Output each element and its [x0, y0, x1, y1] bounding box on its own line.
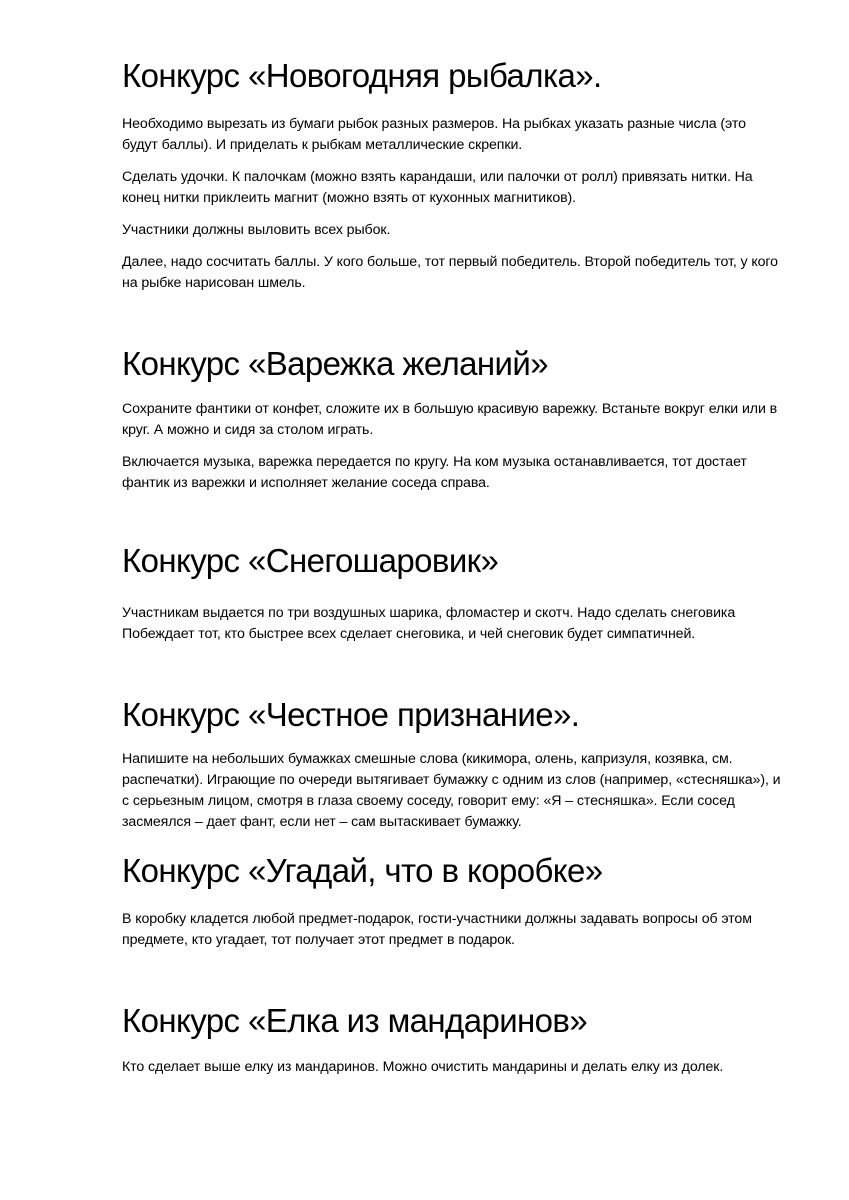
- paragraph: Необходимо вырезать из бумаги рыбок разных размеров. На рыбках указать разные числа (это будут баллы). И приделать к рыбкам металлические скрепки.: [122, 116, 746, 153]
- section-snegosharovik: [122, 541, 782, 645]
- section-title: Конкурс «Новогодняя рыбалка».: [122, 57, 602, 94]
- section-varezhka-zhelaniy: [122, 344, 782, 494]
- section-elka-iz-mandarinov: [122, 1001, 782, 1078]
- paragraph: Участники должны выловить всех рыбок.: [122, 222, 391, 238]
- paragraph: Напишите на небольших бумажках смешные слова (кикимора, олень, капризуля, козявка, см. распечатки). Играющие по очереди вытягивает бумажку с одним из слов (например, «стесняшка»), и с серьезным лицом, смотря в глаза своему соседу, говорит ему: «Я – стесняшка». Если сосед засмеялся – дает фант, если нет – сам вытаскивает бумажку.: [122, 751, 781, 830]
- paragraph: Побеждает тот, кто быстрее всех сделает снеговика, и чей снеговик будет симпатичней.: [122, 626, 696, 642]
- section-ugaday-chto-v-korobke: [122, 851, 782, 951]
- section-novogodnyaya-rybalka: [122, 56, 782, 294]
- section-title: Конкурс «Варежка желаний»: [122, 345, 548, 382]
- paragraph: Сделать удочки. К палочкам (можно взять карандаши, или палочки от ролл) привязать нитки. На конец нитки приклеить магнит (можно взять от кухонных магнитиков).: [122, 169, 753, 206]
- section-chestnoe-priznanie: [122, 695, 782, 833]
- paragraph: Далее, надо сосчитать баллы. У кого больше, тот первый победитель. Второй победитель тот, у кого на рыбке нарисован шмель.: [122, 254, 778, 291]
- section-title: Конкурс «Угадай, что в коробке»: [122, 852, 603, 889]
- paragraph: Включается музыка, варежка передается по кругу. На ком музыка останавливается, тот достает фантик из варежки и исполняет желание соседа справа.: [122, 454, 747, 491]
- section-title: Конкурс «Честное признание».: [122, 696, 580, 733]
- paragraph: Сохраните фантики от конфет, сложите их в большую красивую варежку. Встаньте вокруг елки или в круг. А можно и сидя за столом играть.: [122, 401, 778, 438]
- section-title: Конкурс «Снегошаровик»: [122, 542, 499, 579]
- paragraph: В коробку кладется любой предмет-подарок, гости-участники должны задавать вопросы об этом предмете, кто угадает, тот получает этот предмет в подарок.: [122, 911, 752, 948]
- paragraph: Участникам выдается по три воздушных шарика, фломастер и скотч. Надо сделать снеговика: [122, 605, 736, 621]
- section-title: Конкурс «Елка из мандаринов»: [122, 1002, 588, 1039]
- paragraph: Кто сделает выше елку из мандаринов. Можно очистить мандарины и делать елку из долек.: [122, 1059, 724, 1075]
